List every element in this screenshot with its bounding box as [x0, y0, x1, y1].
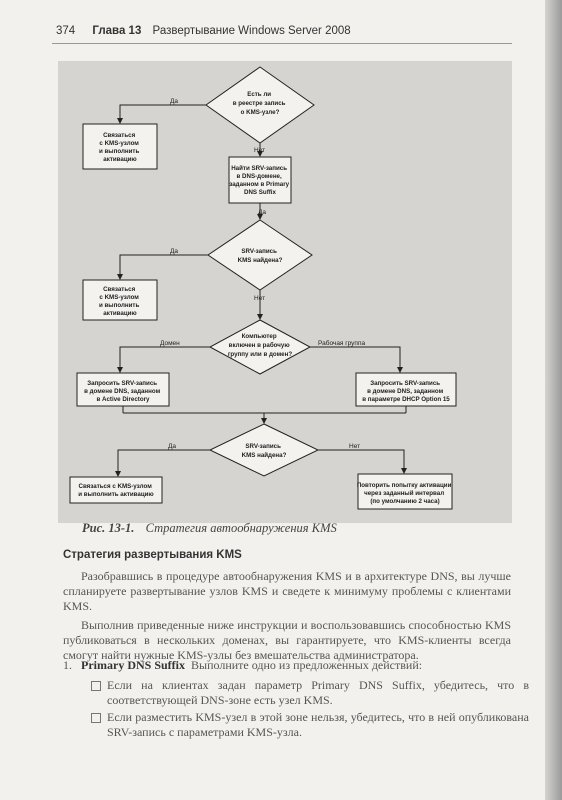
decision-srv2-text: SRV-запись KMS найдена? [241, 443, 287, 459]
edge-no1-label: Нет [254, 147, 266, 154]
list-text: Выполните одно из предложенных действий: [191, 658, 423, 672]
box-dhcp-query-text: Запросить SRV-запись в домене DNS, заданном в параметре DHCP Option 15 [362, 380, 450, 403]
chapter-title: Развертывание Windows Server 2008 [152, 25, 351, 37]
list-number: 1. [63, 658, 72, 672]
paragraph-1: Разобравшись в процедуре автообнаружения KMS и в архитектуре DNS, вы лучше спланируете развертывание узлов KMS и сведете к минимуму проблемы с клиентами KMS. [63, 569, 511, 613]
box-contact2-text: Связаться с KMS-узлом и выполнить активацию [98, 286, 140, 317]
caption-label: Рис. 13-1. [82, 521, 135, 535]
decision-srv1-text: SRV-запись KMS найдена? [237, 248, 283, 264]
edge-yes-between-label: Да [258, 209, 267, 216]
list-term: Primary DNS Suffix [81, 658, 185, 672]
edge-workgroup-label: Рабочая группа [318, 340, 366, 347]
section-title: Стратегия развертывания KMS [63, 549, 242, 561]
edge-yes2-label: Да [170, 248, 179, 255]
chapter-label: Глава 13 [92, 25, 142, 37]
box-contact1-text: Связаться с KMS-узлом и выполнить активацию [98, 132, 140, 163]
decision-srv1-diamond [208, 220, 312, 290]
decision-registry-text: Есть ли в реестре запись о KMS-узле? [232, 91, 286, 116]
edge-yes3-label: Да [168, 443, 177, 450]
sub-item-1 [89, 678, 529, 708]
decision-workgroup-text: Компьютер включен в рабочую группу или в домен? [227, 333, 293, 358]
box-find-srv [229, 157, 291, 203]
decision-srv2-diamond [210, 424, 318, 476]
box-contact3-text: Связаться с KMS-узлом и выполнить активацию [78, 483, 154, 498]
box-contact3 [70, 477, 162, 503]
sub-item-2-text: Если разместить KMS-узел в этой зоне нельзя, убедитесь, что в ней опубликована SRV-запись с параметрами KMS-узла. [107, 710, 529, 739]
numbered-list-item [63, 658, 511, 673]
checkbox-bullet-icon [91, 681, 101, 691]
edge-yes2 [120, 255, 208, 279]
edge-workgroup [310, 347, 400, 372]
box-retry-text: Повторить попытку активации через заданный интервал (по умолчанию 2 часа) [356, 482, 452, 505]
sub-item-2 [89, 710, 529, 740]
edge-domain [120, 347, 210, 372]
edge-yes1 [120, 105, 206, 123]
figure-caption [82, 521, 337, 536]
edge-no3-label: Нет [349, 443, 361, 450]
paragraph-2: Выполнив приведенные ниже инструкции и воспользовавшись способностью KMS публиковаться в нескольких доменах, вы гарантируете, что KMS-клиенты всегда смогут найти нужные KMS-узлы без вмешательства администратора. [63, 618, 511, 662]
edge-no3 [318, 450, 404, 473]
sub-item-1-text: Если на клиентах задан параметр Primary DNS Suffix, убедитесь, что в соответствующей DNS-зоне есть узел KMS. [107, 678, 529, 707]
edge-domain-label: Домен [160, 340, 180, 347]
page-number: 374 [56, 25, 76, 37]
box-ad-query-text: Запросить SRV-запись в домене DNS, заданном в Active Directory [84, 380, 161, 403]
box-find-srv-text: Найти SRV-запись в DNS-домене, заданном в Primary DNS Suffix [229, 165, 290, 196]
edge-yes3 [118, 450, 210, 476]
checkbox-bullet-icon [91, 713, 101, 723]
edge-no2-label: Нет [254, 295, 266, 302]
caption-text: Стратегия автообнаружения KMS [145, 521, 337, 535]
edge-yes1-label: Да [170, 98, 179, 105]
